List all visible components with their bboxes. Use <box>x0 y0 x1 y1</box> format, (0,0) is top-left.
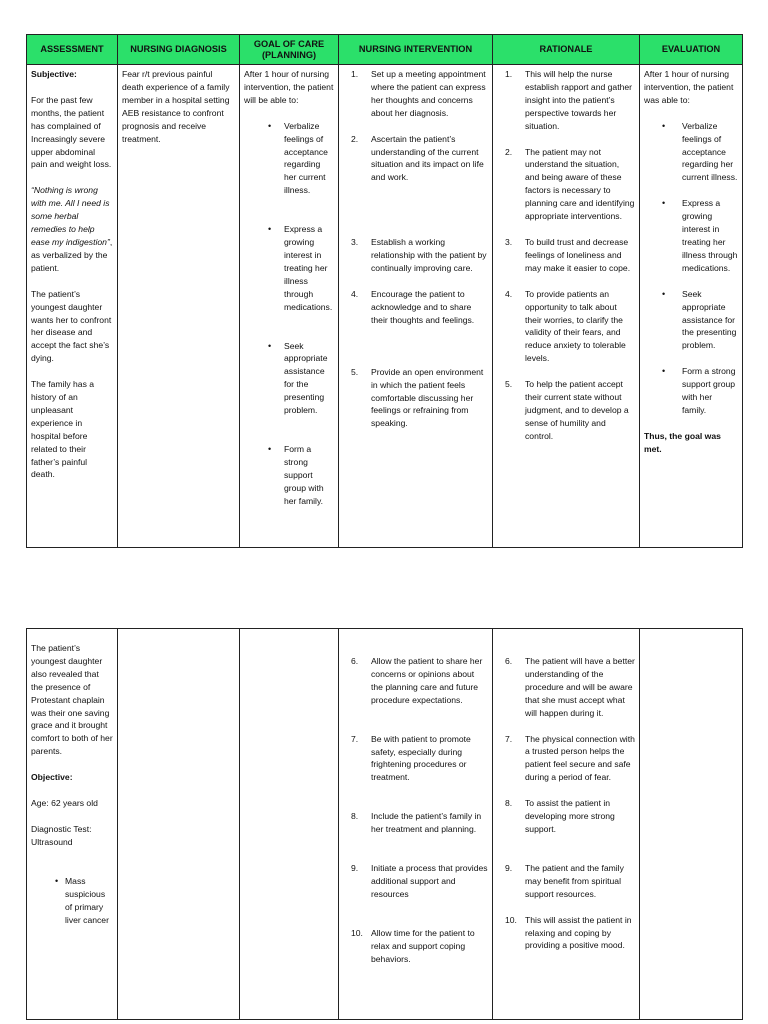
intervention-cell <box>339 629 493 1020</box>
finding-item: • Mass suspicious of primary liver cancer <box>31 875 113 927</box>
evaluation-item: • Form a strong support group with her family. <box>644 365 738 417</box>
intervention-item: 10. Allow time for the patient to relax and support coping behaviors. <box>351 927 475 964</box>
assessment-cell <box>27 629 118 1020</box>
header-goal-of-care: GOAL OF CARE (PLANNING) <box>240 35 339 65</box>
goal-cell <box>240 65 339 548</box>
goal-item: • Form a strong support group with her family. <box>244 443 334 508</box>
header-nursing-diagnosis: NURSING DIAGNOSIS <box>118 35 240 65</box>
content-row <box>27 65 743 548</box>
intervention-item: 3. Establish a working relationship with the patient by continually improving care. <box>351 237 487 274</box>
intervention-item: 1. Set up a meeting appointment where the patient can express her thoughts and concerns about her diagnosis. <box>351 69 486 118</box>
header-rationale: RATIONALE <box>493 35 640 65</box>
assessment-quote-paragraph <box>31 184 113 274</box>
diagnosis-cell-empty <box>118 629 240 1020</box>
goal-intro: After 1 hour of nursing intervention, the patient will be able to: <box>244 69 334 105</box>
header-assessment: ASSESSMENT <box>27 35 118 65</box>
goal-item: • Verbalize feelings of acceptance regarding her current illness. <box>244 120 334 197</box>
patient-quote: “Nothing is wrong with me. All I need is some herbal remedies to help ease my indigestion” <box>31 185 110 247</box>
diagnostic-test: Diagnostic Test: Ultrasound <box>31 823 92 847</box>
evaluation-item: • Verbalize feelings of acceptance regarding her current illness. <box>644 120 738 185</box>
assessment-paragraph: For the past few months, the patient has complained of Increasingly severe upper abdominal pain and weight loss. <box>31 94 112 170</box>
intervention-item: 6. Allow the patient to share her concerns or opinions about the planning care and future procedure expectations. <box>351 656 483 705</box>
intervention-list <box>343 68 488 430</box>
intervention-item: 5. Provide an open environment in which the patient feels comfortable discussing her feelings or refraining from speaking. <box>351 366 484 429</box>
evaluation-conclusion: Thus, the goal was met. <box>644 430 721 454</box>
quote-suffix: , as verbalized by the patient. <box>31 236 113 273</box>
goal-item: • Express a growing interest in treating her illness through medications. <box>244 223 334 313</box>
intervention-list <box>343 655 488 966</box>
rationale-cell <box>493 629 640 1020</box>
rationale-item: 5. To help the patient accept their current state without judgment, and to develop a sense of humility and control. <box>505 379 629 441</box>
intervention-item: 7. Be with patient to promote safety, especially during frightening procedures or treatment. <box>351 733 471 783</box>
intervention-item: 2. Ascertain the patient’s understanding of the current situation and its impact on life and work. <box>351 133 484 183</box>
rationale-item: 6. The patient will have a better understanding of the procedure and will be aware that she must accept what will happen during it. <box>505 656 635 718</box>
rationale-list <box>497 68 635 443</box>
intervention-item: 8. Include the patient’s family in her treatment and planning. <box>351 811 482 835</box>
header-evaluation: EVALUATION <box>640 35 743 65</box>
intervention-item: 9. Initiate a process that provides additional support and resources <box>351 863 488 899</box>
rationale-item: 3. To build trust and decrease feelings of loneliness and may make it easier to cope. <box>505 236 631 273</box>
rationale-item: 8. To assist the patient in developing more strong support. <box>505 798 615 834</box>
rationale-item: 7. The physical connection with a trusted person helps the patient feel secure and safe during a period of fear. <box>505 733 635 783</box>
assessment-paragraph: The patient’s youngest daughter wants her to confront her disease and accept the fact she’s dying. <box>31 288 112 364</box>
care-plan-table-page1 <box>26 34 743 548</box>
assessment-paragraph: The family has a history of an unpleasant experience in hospital before related to their father’s painful death. <box>31 379 95 480</box>
rationale-item: 9. The patient and the family may benefit from spiritual support resources. <box>505 862 624 899</box>
rationale-item: 4. To provide patients an opportunity to talk about their worries, to clarify the validity of their fears, and reduce anxiety to tolerable levels. <box>505 288 626 364</box>
intervention-item: 4. Encourage the patient to acknowledge and to share their thoughts and feelings. <box>351 288 475 325</box>
evaluation-item: • Seek appropriate assistance for the presenting problem. <box>644 288 738 353</box>
rationale-item: 1. This will help the nurse establish rapport and gather insight into the patient’s perspective towards her situation. <box>505 69 633 131</box>
care-plan-table-page2 <box>26 628 743 1020</box>
patient-age: Age: 62 years old <box>31 798 98 809</box>
objective-label: Objective: <box>31 772 73 783</box>
evaluation-cell <box>640 65 743 548</box>
evaluation-cell-empty <box>640 629 743 1020</box>
rationale-item: 2. The patient may not understand the situation, and being aware of these factors is necessary to planning care and identifying appropriate interventions. <box>505 146 635 222</box>
assessment-cell <box>27 65 118 548</box>
rationale-item: 10. This will assist the patient in relaxing and coping by providing a positive mood. <box>505 914 632 951</box>
rationale-list <box>497 655 635 952</box>
nursing-diagnosis-text: Fear r/t previous painful death experience of a family member in a hospital setting AEB resistance to confront prognosis and receive treatment. <box>122 69 230 144</box>
goal-list <box>244 120 334 508</box>
subjective-label: Subjective: <box>31 69 77 79</box>
content-row-continued <box>27 629 743 1020</box>
findings-list <box>31 875 113 927</box>
diagnosis-cell <box>118 65 240 548</box>
header-row <box>27 35 743 65</box>
goal-item: • Seek appropriate assistance for the presenting problem. <box>244 340 334 417</box>
rationale-cell <box>493 65 640 548</box>
goal-cell-empty <box>240 629 339 1020</box>
assessment-paragraph: The patient’s youngest daughter also revealed that the presence of Protestant chaplain was their one saving grace and it brought comfort to both of her parents. <box>31 643 113 757</box>
evaluation-list <box>644 120 738 417</box>
intervention-cell <box>339 65 493 548</box>
header-nursing-intervention: NURSING INTERVENTION <box>339 35 493 65</box>
evaluation-intro: After 1 hour of nursing intervention, the patient was able to: <box>644 69 734 105</box>
evaluation-item: • Express a growing interest in treating her illness through medications. <box>644 197 738 274</box>
